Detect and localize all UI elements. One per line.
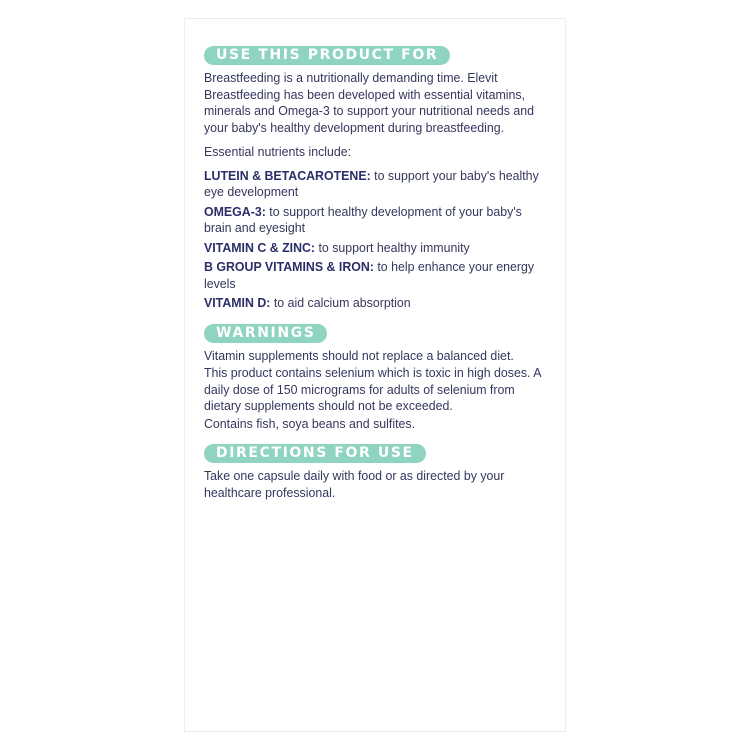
section-label-directions-for-use: DIRECTIONS FOR USE bbox=[204, 444, 426, 463]
product-info-content bbox=[204, 46, 549, 501]
nutrient-name: VITAMIN D: bbox=[204, 295, 271, 310]
warning-line: This product contains selenium which is toxic in high doses. A daily dose of 150 micrograms for adults of selenium from dietary supplements should not be exceeded. bbox=[204, 365, 541, 413]
directions-label-wrap bbox=[204, 444, 549, 463]
nutrients-lead-text: Essential nutrients include: bbox=[204, 144, 352, 159]
nutrient-name: LUTEIN & BETACAROTENE: bbox=[204, 167, 371, 183]
directions-text: Take one capsule daily with food or as directed by your healthcare professional. bbox=[204, 468, 505, 500]
nutrient-item-lutein bbox=[204, 168, 550, 201]
nutrient-description: to support healthy development of your baby's brain and eyesight bbox=[204, 203, 522, 235]
nutrient-name: OMEGA-3: bbox=[204, 203, 266, 219]
nutrient-description: to aid calcium absorption bbox=[270, 295, 411, 310]
nutrient-name: B GROUP VITAMINS & IRON: bbox=[204, 259, 374, 274]
product-info-panel bbox=[184, 18, 566, 732]
nutrient-description: to support your baby's healthy eye development bbox=[204, 167, 539, 199]
nutrient-description: to help enhance your energy levels bbox=[204, 259, 535, 291]
warning-line: Contains fish, soya beans and sulfites. bbox=[204, 415, 416, 431]
nutrient-item-vitamin-c-zinc bbox=[204, 240, 550, 257]
warnings-label-wrap bbox=[204, 324, 549, 343]
warning-line: Vitamin supplements should not replace a balanced diet. bbox=[204, 347, 514, 363]
nutrient-item-omega-3 bbox=[204, 204, 550, 237]
nutrient-description: to support healthy immunity bbox=[315, 239, 470, 255]
nutrient-name: VITAMIN C & ZINC: bbox=[204, 239, 316, 255]
section-label-use-this-product-for: USE THIS PRODUCT FOR bbox=[204, 46, 450, 65]
intro-paragraph: Breastfeeding is a nutritionally demanding time. Elevit Breastfeeding has been developed with essential vitamins, minerals and Omega-3 to support your nutritional needs and your baby's healthy development during breastfeeding. bbox=[204, 70, 534, 135]
nutrient-item-b-group-iron bbox=[204, 259, 550, 292]
nutrient-item-vitamin-d bbox=[204, 295, 550, 312]
section-label-warnings: WARNINGS bbox=[204, 324, 327, 343]
